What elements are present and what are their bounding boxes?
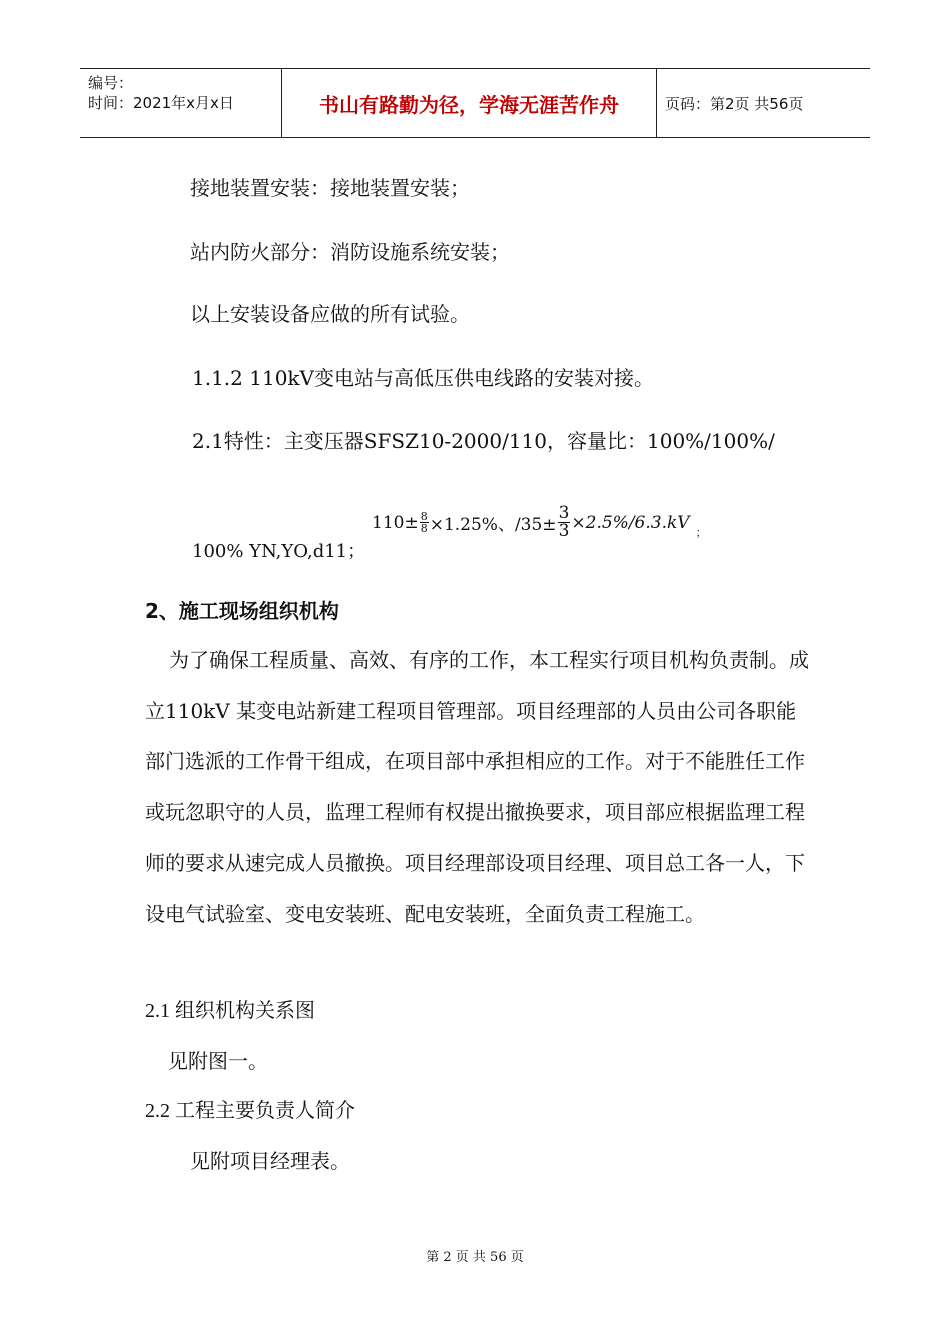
formula-part2: ×1.25%、/35± [429,515,557,535]
number-label: 编号： [88,74,134,92]
line-tests: 以上安装设备应做的所有试验。 [190,302,470,326]
header-meta [80,69,282,137]
subsection-2-2-title: 2.2 工程主要负责人简介 [145,1100,355,1122]
formula-tail: ； [695,526,707,539]
time-label: 时间：2021年x月x日 [88,94,234,112]
formula-part3: ×2.5%/6.3.kV [571,512,690,533]
voltage-formula [372,505,707,540]
header-motto: 书山有路勤为径，学海无涯苦作舟 [282,69,657,137]
page-header [80,68,870,138]
line-grounding: 接地装置安装：接地装置安装； [190,176,470,200]
subsection-2-2-text: 见附项目经理表。 [190,1149,350,1173]
formula-fraction-2 [558,505,571,540]
line-2-1-spec: 2.1特性：主变压器SFSZ10-2000/110，容量比：100%/100%/ [192,429,775,453]
fraction-1-denominator: 8 [420,522,428,535]
section-2-heading: 2、施工现场组织机构 [145,599,339,623]
line-fire: 站内防火部分：消防设施系统安装； [190,240,510,264]
formula-part1: 110± [372,512,419,533]
fraction-2-numerator: 3 [558,503,570,523]
line-connection: 100% YN,YO,d11； [192,541,366,562]
fraction-2-denominator: 3 [558,521,570,541]
subsection-2-1-text: 见附图一。 [168,1049,268,1073]
section-2-paragraph-text: 为了确保工程质量、高效、有序的工作，本工程实行项目机构负责制。成立110kV 某变电站新建工程项目管理部。项目经理部的人员由公司各职能部门选派的工作骨干组成，在项目部中承担相应的工作。对于不能胜任工作或玩忽职守的人员，监理工程师有权提出撤换要求，项目部应根据监理工程师的要求从速完成人员撤换。项目经理部设项目经理、项目总工各一人，下设电气试验室、变电安装班、配电安装班，全面负责工程施工。 [145,648,809,926]
formula-fraction-1 [420,511,429,534]
header-page-code: 页码：第2页 共56页 [665,94,804,113]
page-footer: 第 2 页 共 56 页 [426,1250,524,1265]
section-2-paragraph [145,635,815,939]
subsection-2-1-title: 2.1 组织机构关系图 [145,1000,315,1022]
fraction-1-numerator: 8 [420,510,428,523]
line-1-1-2: 1.1.2 110kV变电站与高低压供电线路的安装对接。 [192,366,654,390]
